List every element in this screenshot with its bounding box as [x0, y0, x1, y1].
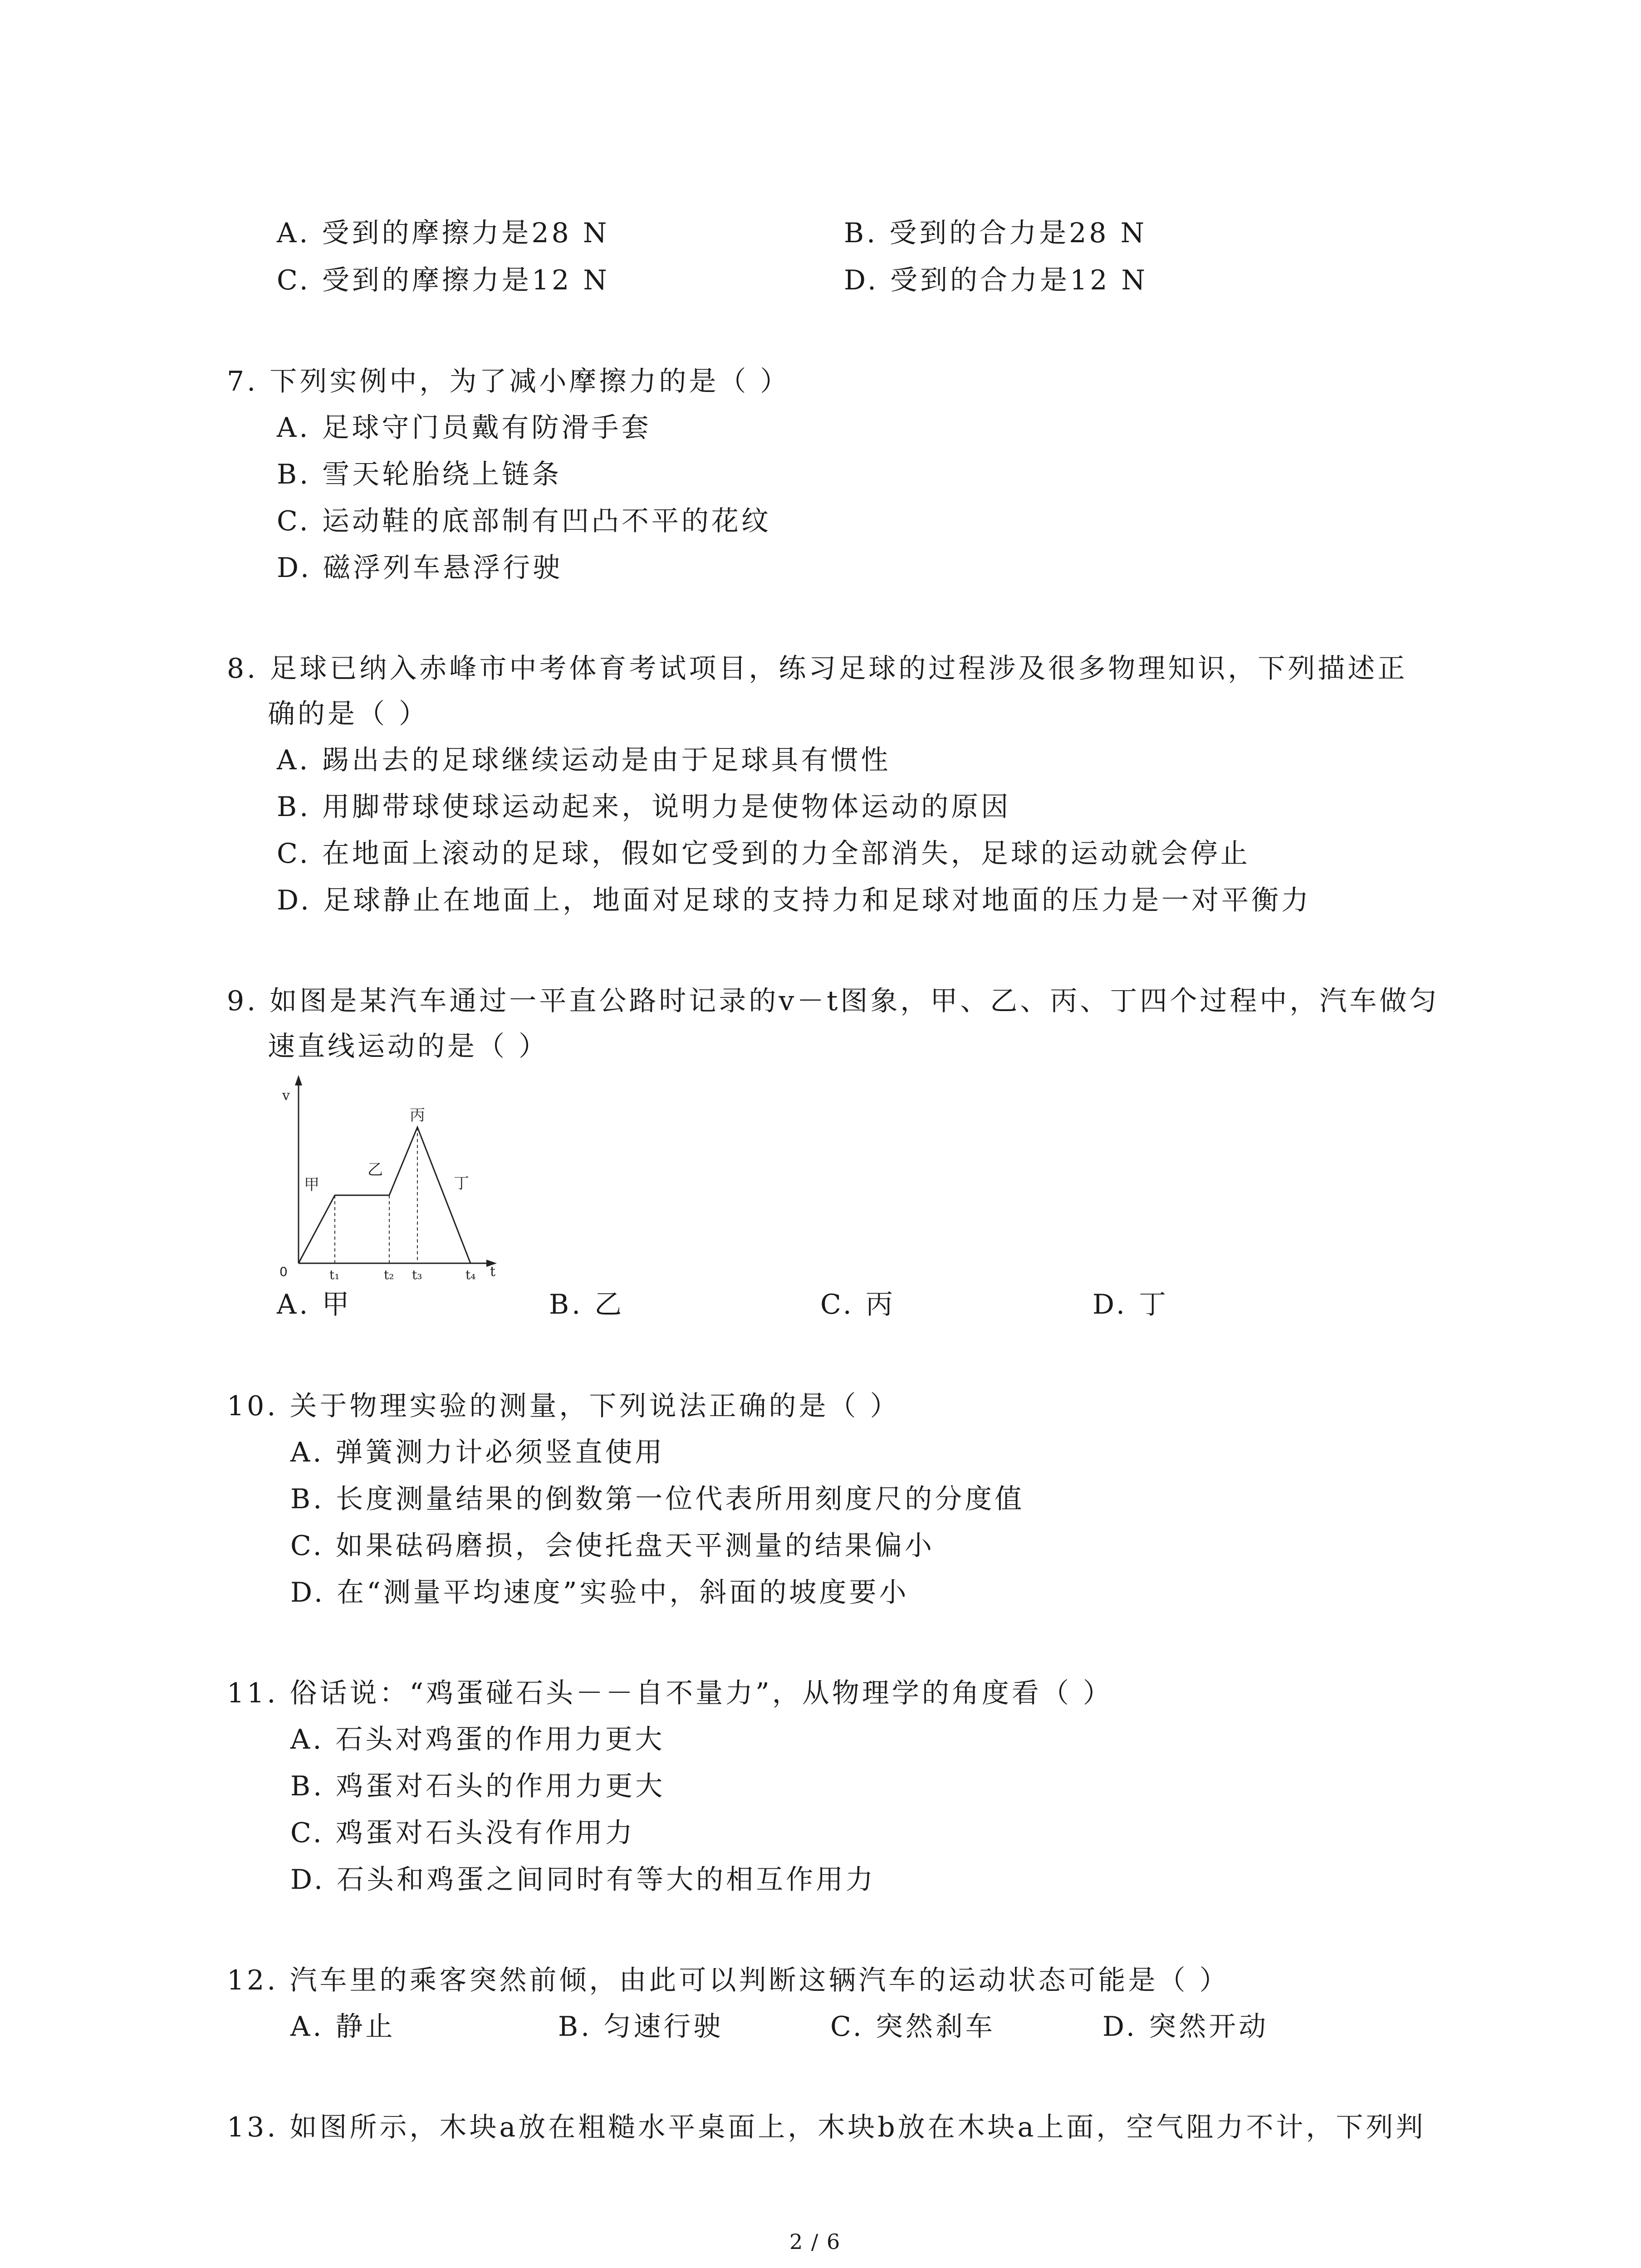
q7-option-c: C. 运动鞋的底部制有凹凸不平的花纹: [277, 505, 771, 537]
q8-stem-line2: 确的是（ ）: [268, 698, 429, 730]
q10-option-b: B. 长度测量结果的倒数第一位代表所用刻度尺的分度值: [290, 1483, 1025, 1515]
q8-option-a: A. 踢出去的足球继续运动是由于足球具有惯性: [277, 744, 891, 776]
q11-option-a: A. 石头对鸡蛋的作用力更大: [290, 1724, 665, 1755]
q9-stem-line2: 速直线运动的是（ ）: [268, 1031, 549, 1062]
q11-stem: 11. 俗话说：“鸡蛋碰石头－－自不量力”，从物理学的角度看（ ）: [227, 1677, 1113, 1709]
q8-option-b: B. 用脚带球使球运动起来，说明力是使物体运动的原因: [277, 791, 1011, 823]
segment-label-yi: 乙: [367, 1161, 383, 1179]
y-axis-label: v: [282, 1088, 290, 1104]
q10-option-d: D. 在“测量平均速度”实验中，斜面的坡度要小: [290, 1577, 909, 1608]
q12-option-c: C. 突然刹车: [830, 2011, 995, 2043]
segment-label-bing: 丙: [410, 1106, 425, 1124]
q11-option-c: C. 鸡蛋对石头没有作用力: [290, 1817, 635, 1849]
tick-label-t1: t₁: [329, 1267, 340, 1281]
q9-option-c: C. 丙: [820, 1289, 896, 1320]
q8-option-c: C. 在地面上滚动的足球，假如它受到的力全部消失，足球的运动就会停止: [277, 838, 1250, 870]
q7-option-d: D. 磁浮列车悬浮行驶: [277, 552, 563, 584]
q7-option-b: B. 雪天轮胎绕上链条: [277, 459, 562, 490]
q9-stem-line1: 9. 如图是某汽车通过一平直公路时记录的v－t图象，甲、乙、丙、丁四个过程中，汽车做匀: [227, 985, 1440, 1017]
q8-stem-line1: 8. 足球已纳入赤峰市中考体育考试项目，练习足球的过程涉及很多物理知识，下列描述正: [227, 653, 1408, 684]
q6-option-d: D. 受到的合力是12 N: [844, 264, 1148, 296]
page-number: 2 / 6: [789, 2229, 841, 2254]
tick-label-t4: t₄: [465, 1267, 476, 1281]
q11-option-b: B. 鸡蛋对石头的作用力更大: [290, 1770, 666, 1802]
q9-option-b: B. 乙: [549, 1289, 625, 1320]
q12-option-a: A. 静止: [290, 2011, 396, 2043]
q6-option-c: C. 受到的摩擦力是12 N: [277, 264, 610, 296]
q6-option-b: B. 受到的合力是28 N: [844, 217, 1147, 249]
q7-option-a: A. 足球守门员戴有防滑手套: [277, 412, 652, 444]
tick-label-t3: t₃: [412, 1267, 422, 1281]
q8-option-d: D. 足球静止在地面上，地面对足球的支持力和足球对地面的压力是一对平衡力: [277, 885, 1312, 916]
q12-option-d: D. 突然开动: [1102, 2011, 1269, 2043]
origin-label: 0: [279, 1264, 288, 1279]
vt-curve: [299, 1127, 470, 1263]
q7-stem: 7. 下列实例中，为了减小摩擦力的是（ ）: [227, 366, 790, 397]
q12-option-b: B. 匀速行驶: [558, 2011, 724, 2043]
q6-option-a: A. 受到的摩擦力是28 N: [277, 217, 610, 249]
q10-option-a: A. 弹簧测力计必须竖直使用: [290, 1437, 665, 1468]
q12-stem: 12. 汽车里的乘客突然前倾，由此可以判断这辆汽车的运动状态可能是（ ）: [227, 1965, 1230, 1996]
y-axis-arrow: [295, 1075, 302, 1085]
q9-option-d: D. 丁: [1092, 1289, 1169, 1320]
x-axis-label: t: [490, 1264, 496, 1280]
vt-graph-figure: [254, 1073, 508, 1281]
segment-label-ding: 丁: [454, 1174, 469, 1193]
q10-option-c: C. 如果砝码磨损，会使托盘天平测量的结果偏小: [290, 1530, 935, 1562]
q10-stem: 10. 关于物理实验的测量，下列说法正确的是（ ）: [227, 1390, 900, 1422]
tick-label-t2: t₂: [384, 1267, 394, 1281]
q11-option-d: D. 石头和鸡蛋之间同时有等大的相互作用力: [290, 1864, 876, 1896]
q13-stem: 13. 如图所示，木块a放在粗糙水平桌面上，木块b放在木块a上面，空气阻力不计，下列判: [227, 2112, 1426, 2143]
q9-option-a: A. 甲: [277, 1289, 352, 1320]
segment-label-jia: 甲: [304, 1176, 319, 1194]
